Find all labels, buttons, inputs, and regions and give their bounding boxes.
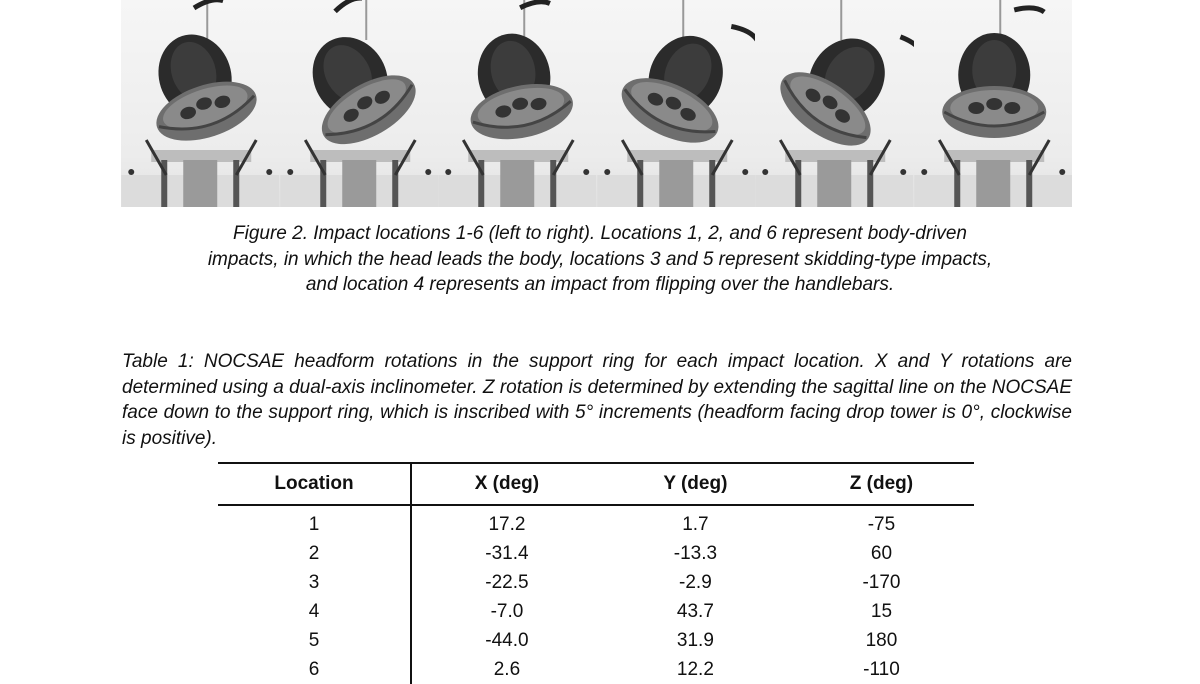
column-header-z: Z (deg)	[789, 463, 974, 505]
table-header-row	[218, 463, 974, 505]
helmet-headform-location-2-icon	[280, 0, 439, 207]
table-cell: -31.4	[485, 542, 529, 564]
column-header-y: Y (deg)	[602, 463, 789, 505]
table-row	[218, 568, 974, 597]
figure-photo-strip	[121, 0, 1072, 207]
table-cell: -22.5	[485, 571, 529, 593]
table-row	[218, 505, 974, 539]
table-row	[218, 626, 974, 655]
helmet-headform-location-4-icon	[597, 0, 756, 207]
figure-caption-line: impacts, in which the head leads the body, locations 3 and 5 represent skidding-type impacts,	[207, 248, 993, 270]
table-cell: 1	[218, 505, 411, 539]
table-cell: 4	[218, 597, 411, 626]
table-cell: -7.0	[490, 600, 524, 622]
table-cell: 60	[870, 542, 893, 564]
impact-photo	[914, 0, 1073, 207]
table-row	[218, 539, 974, 568]
table-cell: 5	[218, 626, 411, 655]
table-cell: 15	[870, 600, 893, 622]
table-cell: -44.0	[485, 629, 529, 651]
table-cell: 12.2	[676, 658, 714, 680]
table-cell: -75	[867, 513, 896, 535]
figure-caption-line: Figure 2. Impact locations 1-6 (left to right). Locations 1, 2, and 6 represent body-driven	[233, 223, 967, 244]
table-cell: -2.9	[679, 571, 712, 593]
table-cell: -110	[863, 658, 900, 680]
table-cell: 180	[865, 629, 898, 651]
impact-photo	[438, 0, 597, 207]
impact-photo	[597, 0, 756, 207]
impact-photo	[280, 0, 439, 207]
table-row	[218, 655, 974, 684]
rotation-table	[218, 462, 974, 684]
table-caption: Table 1: NOCSAE headform rotations in the support ring for each impact location. X and Y rotations are determined using a dual-axis inclinometer. Z rotation is determined by extending the sagittal line on the NOCSAE face down to the support ring, which is inscribed with 5° increments (headform facing drop tower is 0°, clockwise is positive).	[122, 351, 1072, 449]
column-header-x: X (deg)	[411, 463, 602, 505]
table-cell: 17.2	[488, 513, 526, 535]
figure-caption	[100, 221, 1100, 298]
table-body	[218, 505, 974, 684]
helmet-headform-location-6-icon	[914, 0, 1073, 207]
table-cell: -170	[862, 571, 901, 593]
table-cell: 6	[218, 655, 411, 684]
table-cell: 2.6	[493, 658, 521, 680]
table-cell: -13.3	[673, 542, 718, 564]
table-cell: 2	[218, 539, 411, 568]
impact-photo	[755, 0, 914, 207]
table-row	[218, 597, 974, 626]
column-header-location: Location	[218, 463, 411, 505]
helmet-headform-location-3-icon	[438, 0, 597, 207]
helmet-headform-location-5-icon	[755, 0, 914, 207]
impact-photo	[121, 0, 280, 207]
helmet-headform-location-1-icon	[121, 0, 280, 207]
table-cell: 3	[218, 568, 411, 597]
table-cell: 31.9	[676, 629, 714, 651]
table-cell: 1.7	[682, 513, 709, 535]
table-cell: 43.7	[676, 600, 714, 622]
figure-caption-line: and location 4 represents an impact from flipping over the handlebars.	[305, 274, 895, 295]
